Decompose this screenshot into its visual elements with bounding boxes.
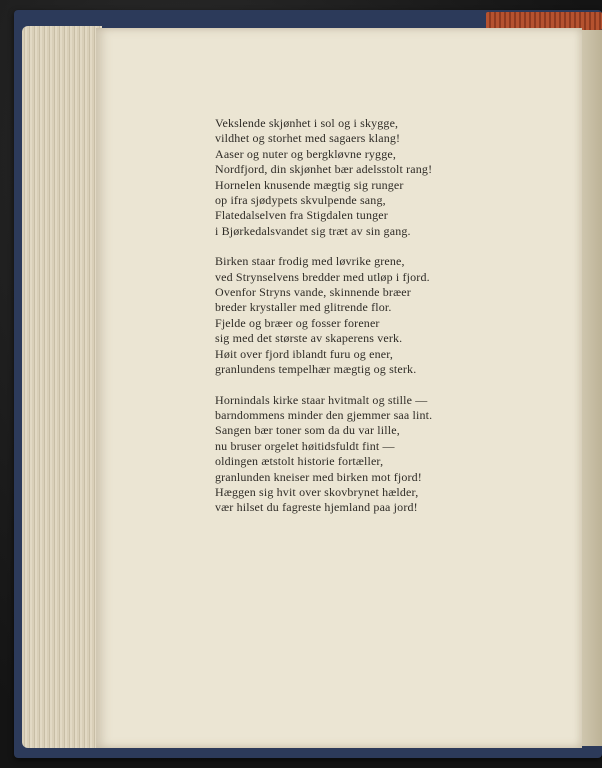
poem-line: Sangen bær toner som da du var lille, — [215, 423, 400, 438]
poem-line: Nordfjord, din skjønhet bær adelsstolt rang! — [215, 162, 433, 177]
poem-line: Birken staar frodig med løvrike grene, — [215, 254, 405, 269]
poem-text — [215, 116, 495, 531]
poem-line: granlunden kneiser med birken mot fjord! — [215, 469, 422, 484]
poem-line: Høit over fjord iblandt furu og ener, — [215, 346, 394, 361]
facing-page-edge — [582, 30, 602, 746]
poem-line: op ifra sjødypets skvulpende sang, — [215, 193, 386, 208]
poem-line: oldingen ætstolt historie fortæller, — [215, 454, 384, 469]
stanza-1 — [215, 116, 495, 239]
poem-line: Hornindals kirke staar hvitmalt og stille — — [215, 392, 428, 407]
stanza-3 — [215, 393, 495, 516]
poem-line: nu bruser orgelet høitidsfuldt fint — — [215, 438, 395, 453]
poem-line: Fjelde og bræer og fosser forener — [215, 315, 380, 330]
poem-line: Hornelen knusende mægtig sig runger — [215, 177, 404, 192]
poem-line: Hæggen sig hvit over skovbrynet hælder, — [215, 484, 419, 499]
poem-line: Ovenfor Stryns vande, skinnende bræer — [215, 285, 411, 300]
page-stack-edge — [22, 26, 102, 748]
poem-line: Flatedalselven fra Stigdalen tunger — [215, 208, 388, 223]
poem-line: vær hilset du fagreste hjemland paa jord! — [215, 500, 418, 515]
poem-line: breder krystaller med glitrende flor. — [215, 300, 392, 315]
poem-line: Vekslende skjønhet i sol og i skygge, — [215, 116, 399, 130]
poem-line: sig med det største av skaperens verk. — [215, 331, 403, 346]
poem-line: granlundens tempelhær mægtig og sterk. — [215, 362, 417, 377]
poem-line: barndommens minder den gjemmer saa lint. — [215, 407, 433, 422]
poem-line: Aaser og nuter og bergkløvne rygge, — [215, 146, 396, 161]
poem-line: vildhet og storhet med sagaers klang! — [215, 131, 401, 146]
poem-line: ved Strynselvens bredder med utløp i fjord. — [215, 269, 430, 284]
poem-line: i Bjørkedalsvandet sig træt av sin gang. — [215, 223, 411, 238]
stanza-2 — [215, 254, 495, 377]
